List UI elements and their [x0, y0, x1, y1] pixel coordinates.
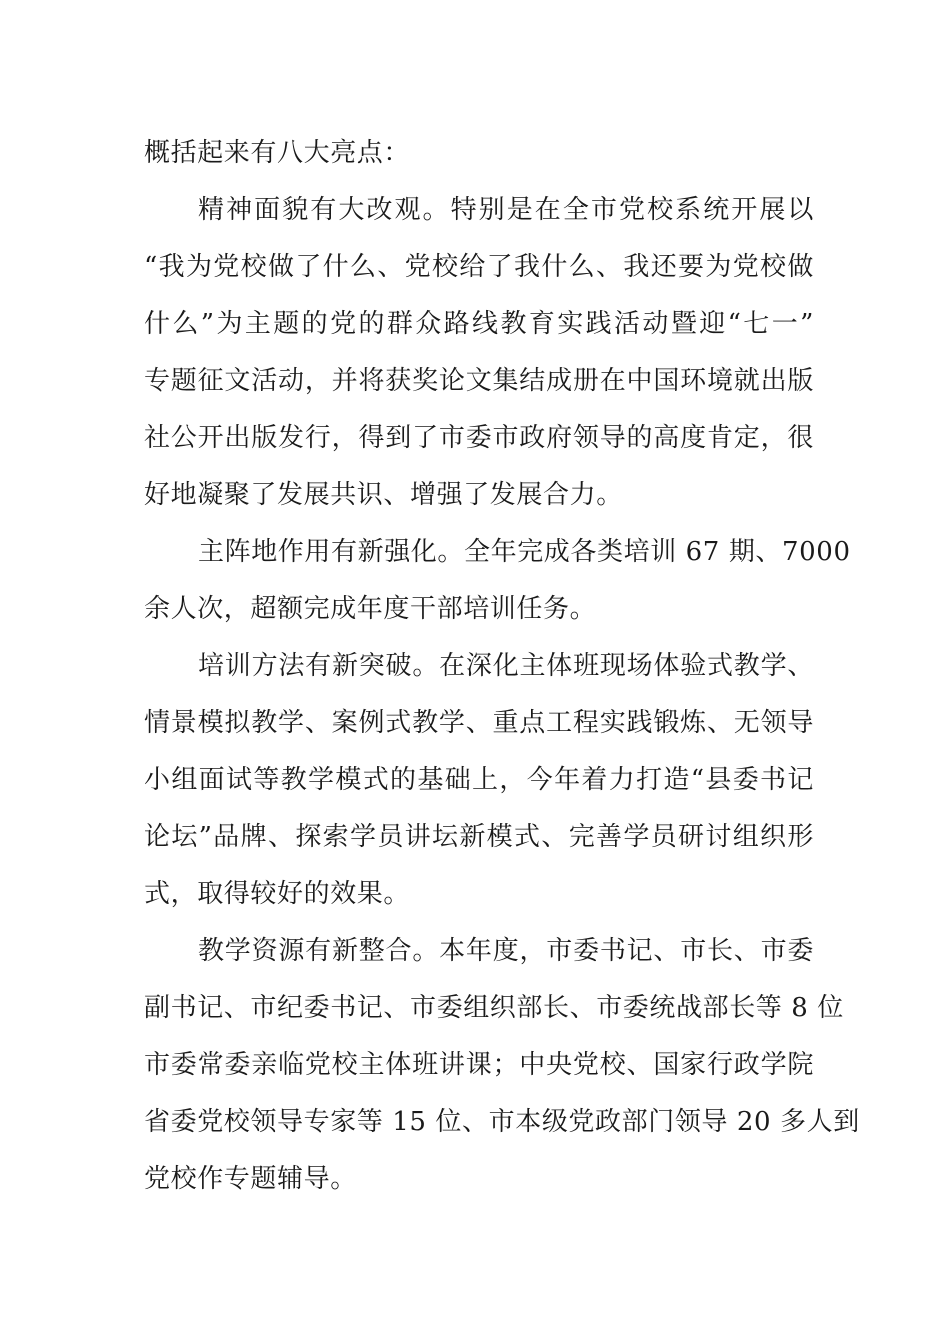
intro-line: 概括起来有八大亮点：	[144, 138, 411, 168]
paragraph-line: 情景模拟教学、案例式教学、重点工程实践锻炼、无领导	[144, 708, 814, 738]
paragraph-line: 精神面貌有大改观。特别是在全市党校系统开展以	[198, 195, 814, 225]
paragraph-line: 小组面试等教学模式的基础上，今年着力打造“县委书记	[144, 765, 814, 795]
paragraph-line: 省委党校领导专家等 15 位、市本级党政部门领导 20 多人到	[144, 1107, 860, 1137]
paragraph-line: 主阵地作用有新强化。全年完成各类培训 67 期、7000	[198, 537, 851, 567]
paragraph-line: 市委常委亲临党校主体班讲课；中央党校、国家行政学院	[144, 1050, 814, 1080]
paragraph-line: 副书记、市纪委书记、市委组织部长、市委统战部长等 8 位	[144, 993, 844, 1023]
paragraph-line: “我为党校做了什么、党校给了我什么、我还要为党校做	[144, 252, 814, 282]
paragraph-teaching-resources	[144, 923, 860, 1208]
paragraph-training-methods	[144, 638, 814, 923]
paragraph-line: 什么”为主题的党的群众路线教育实践活动暨迎“七一”	[144, 309, 814, 339]
paragraph-line: 党校作专题辅导。	[144, 1164, 357, 1194]
paragraph-main-position	[144, 524, 851, 638]
paragraph-line: 式，取得较好的效果。	[144, 879, 411, 909]
document-body	[144, 125, 860, 1208]
paragraph-line: 论坛”品牌、探索学员讲坛新模式、完善学员研讨组织形	[144, 822, 814, 852]
paragraph-line: 教学资源有新整合。本年度，市委书记、市长、市委	[198, 936, 814, 966]
paragraph-line: 好地凝聚了发展共识、增强了发展合力。	[144, 480, 623, 510]
paragraph-line: 培训方法有新突破。在深化主体班现场体验式教学、	[198, 651, 814, 681]
paragraph-line: 余人次，超额完成年度干部培训任务。	[144, 594, 597, 624]
paragraph-line: 专题征文活动，并将获奖论文集结成册在中国环境就出版	[144, 366, 814, 396]
paragraph-line: 社公开出版发行，得到了市委市政府领导的高度肯定，很	[144, 423, 814, 453]
paragraph-spirit	[144, 182, 814, 524]
